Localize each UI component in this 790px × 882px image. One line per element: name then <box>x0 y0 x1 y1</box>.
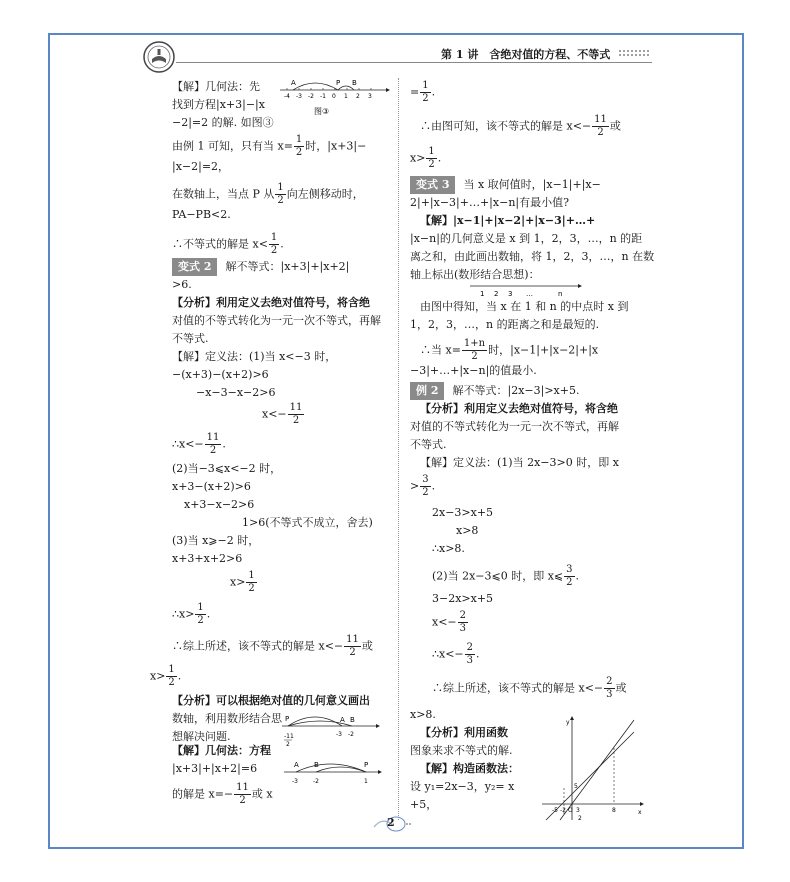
math-line: 3−2x>x+5 <box>432 592 494 605</box>
label: B <box>314 761 319 769</box>
tick-label: 3 <box>508 290 513 298</box>
tick-label: 1 <box>344 93 348 100</box>
analysis-line: 【分析】利用函数 <box>420 726 508 739</box>
text-line: ∴综上所述，该不等式的解是 x<− $\frac{11}{2}$ 或 <box>172 634 373 658</box>
figure-caption: 图③ <box>314 107 330 116</box>
text-line: |x−2|=2， <box>172 160 230 173</box>
tick-label: -4 <box>284 93 290 100</box>
math-line: 2x−3>x+5 <box>432 506 494 519</box>
label: P <box>364 761 369 769</box>
text-line: 数轴，利用数形结合思 <box>172 712 282 725</box>
solution-line: 【解】构造函数法： <box>420 762 519 775</box>
text-line: >6. <box>172 278 192 291</box>
solution-line: 【解】|x−1|+|x−2|+|x−3|+…+ <box>420 214 596 227</box>
text-line: 对值的不等式转化为一元一次不等式，再解 <box>410 420 619 433</box>
point-a-label: A <box>291 79 296 87</box>
math-line: |x+3|+|x+2|=6 <box>172 762 258 775</box>
label: 1 <box>364 778 368 785</box>
math-line: x+3−x−2>6 <box>184 498 255 511</box>
text-line: 1，2，3，…，n 的距离之和是最短的. <box>410 318 600 331</box>
text-line: 在数轴上，当点 P 从 $\frac{1}{2}$ 向左侧移动时， <box>172 182 364 206</box>
origin-label: O <box>568 807 573 814</box>
analysis-line: 【分析】利用定义去绝对值符号，将含绝 <box>420 402 618 415</box>
tick-label: … <box>526 290 533 298</box>
label: P <box>285 715 290 723</box>
tick-label: 2 <box>578 815 582 822</box>
text-line: 离之和，由此画出数轴，将 1，2，3，…，n 在数 <box>410 250 655 263</box>
text-line: 由例 1 可知，只有当 x= $\frac{1}{2}$ 时，|x+3|− <box>172 134 367 158</box>
math-line: x+3−(x+2)>6 <box>172 480 251 493</box>
text-line: PA−PB<2. <box>172 208 231 221</box>
text-line: 找到方程|x+3|−|x <box>172 98 265 111</box>
text-line: ∴综上所述，该不等式的解是 x<− $\frac{2}{3}$ 或 <box>432 676 627 700</box>
solution-geometric-heading: 【解】几何法：先 <box>172 80 260 93</box>
text-line: 【解】定义法：(1)当 x<−3 时， <box>172 350 337 363</box>
math-line: x>8 <box>456 524 479 537</box>
solution-geometric-heading: 【解】几何法：方程 <box>172 744 271 757</box>
number-line-1-to-n <box>468 282 584 298</box>
text-line: 不等式. <box>410 438 447 451</box>
svg-text:2: 2 <box>286 741 290 748</box>
tick-label: 0 <box>332 93 336 100</box>
text-line: ∴当 x= $\frac{1+n}{2}$ 时，|x−1|+|x−2|+|x <box>420 338 599 362</box>
label: B <box>350 716 355 724</box>
tick-label: 8 <box>612 807 616 814</box>
text-line: |x−n|的几何意义是 x 到 1，2，3，…，n 的距 <box>410 232 643 245</box>
header-title: 第 1 讲 含绝对值的方程、不等式 <box>441 48 611 61</box>
text-line: (2)当 2x−3⩽0 时，即 x⩽ $\frac{3}{2}$ . <box>432 564 579 588</box>
axis-label: y <box>566 719 570 726</box>
tick-label: -3 <box>296 93 302 100</box>
point-p-label: P <box>336 79 341 87</box>
variant-3-heading: 变式 3 当 x 取何值时，|x−1|+|x− <box>410 176 601 194</box>
math-line: 1>6(不等式不成立，舍去) <box>242 516 373 529</box>
text-line: (2)当−3⩽x<−2 时， <box>172 462 282 475</box>
tick-label: n <box>558 290 563 298</box>
text-line: ∴由图可知，该不等式的解是 x<− $\frac{11}{2}$ 或 <box>420 114 621 138</box>
text-line: 想解决问题. <box>172 730 231 743</box>
tick-label: 2 <box>494 290 499 298</box>
axis-label: x <box>638 809 642 816</box>
math-line: ∴x> $\frac{1}{2}$ . <box>172 602 211 626</box>
text-line: 轴上标出(数形结合思想)： <box>410 268 540 281</box>
text-line: 由图中得知，当 x 在 1 和 n 的中点时 x 到 <box>420 300 629 313</box>
math-line: x> $\frac{1}{2}$ . <box>150 664 182 688</box>
label: -11 <box>284 733 294 740</box>
text-line: 2|+|x−3|+…+|x−n|有最小值? <box>410 196 570 209</box>
label: -2 <box>313 778 319 785</box>
variant-2-tag: 变式 2 <box>172 258 217 276</box>
text-line: ∴不等式的解是 x< $\frac{1}{2}$ . <box>172 232 284 256</box>
math-line: ∴x<− $\frac{2}{3}$ . <box>432 642 480 666</box>
math-line: x> $\frac{1}{2}$ <box>230 570 255 594</box>
math-line: x> $\frac{1}{2}$ . <box>410 146 442 170</box>
tick-label: -2 <box>308 93 314 100</box>
math-line: x<− $\frac{11}{2}$ <box>262 402 303 426</box>
tick-label: -2 <box>560 807 566 814</box>
math-line: ∴x>8. <box>432 542 465 555</box>
analysis-line: 【分析】利用定义去绝对值符号，将含绝 <box>172 296 370 309</box>
math-line: ∴x<− $\frac{11}{2}$ . <box>172 432 226 456</box>
text-line: −3|+…+|x−n|的值最小. <box>410 364 537 377</box>
label: -3 <box>292 778 298 785</box>
math-line: x>8. <box>410 708 436 721</box>
text-line: (3)当 x⩾−2 时， <box>172 534 260 547</box>
example-2-heading: 例 2 解不等式：|2x−3|>x+5. <box>410 382 579 400</box>
point-b-label: B <box>352 79 357 87</box>
analysis-line: 【分析】可以根据绝对值的几何意义画出 <box>172 694 370 707</box>
math-line: x<− $\frac{2}{3}$ <box>432 610 467 634</box>
page-number: 2 <box>387 816 395 829</box>
tick-label: 1 <box>480 290 485 298</box>
tick-label: 5 <box>574 783 578 790</box>
math-line: 设 y₁=2x−3，y₂= x <box>410 780 515 793</box>
tick-label: 3 <box>368 93 372 100</box>
label: -2 <box>348 731 354 738</box>
text-line: 对值的不等式转化为一元一次不等式，再解 <box>172 314 381 327</box>
example-2-tag: 例 2 <box>410 382 444 400</box>
function-graph <box>538 716 646 824</box>
tick-label: 3 <box>576 807 580 814</box>
label: A <box>294 761 299 769</box>
variant-2-heading: 变式 2 解不等式：|x+3|+|x+2| <box>172 258 349 276</box>
variant-3-tag: 变式 3 <box>410 176 455 194</box>
math-line: > $\frac{3}{2}$ . <box>410 474 436 498</box>
text-line: 【解】定义法：(1)当 2x−3>0 时，即 x <box>420 456 619 469</box>
text-line: −2|=2 的解. 如图③ <box>172 116 274 129</box>
label: A <box>340 716 345 724</box>
math-line: −(x+3)−(x+2)>6 <box>172 368 269 381</box>
math-line: −x−3−x−2>6 <box>196 386 276 399</box>
line-y1 <box>560 720 634 820</box>
math-line: x+3+x+2>6 <box>172 552 243 565</box>
tick-label: 2 <box>356 93 360 100</box>
math-line: +5， <box>410 798 438 811</box>
text-line: 不等式. <box>172 332 209 345</box>
tick-label: -1 <box>320 93 326 100</box>
text-line: 的解是 x=− $\frac{11}{2}$ 或 x <box>172 782 273 806</box>
math-line: = $\frac{1}{2}$ . <box>410 80 436 104</box>
tick-label: -5 <box>552 807 558 814</box>
text-line: 图象来求不等式的解. <box>410 744 513 757</box>
label: -3 <box>336 731 342 738</box>
